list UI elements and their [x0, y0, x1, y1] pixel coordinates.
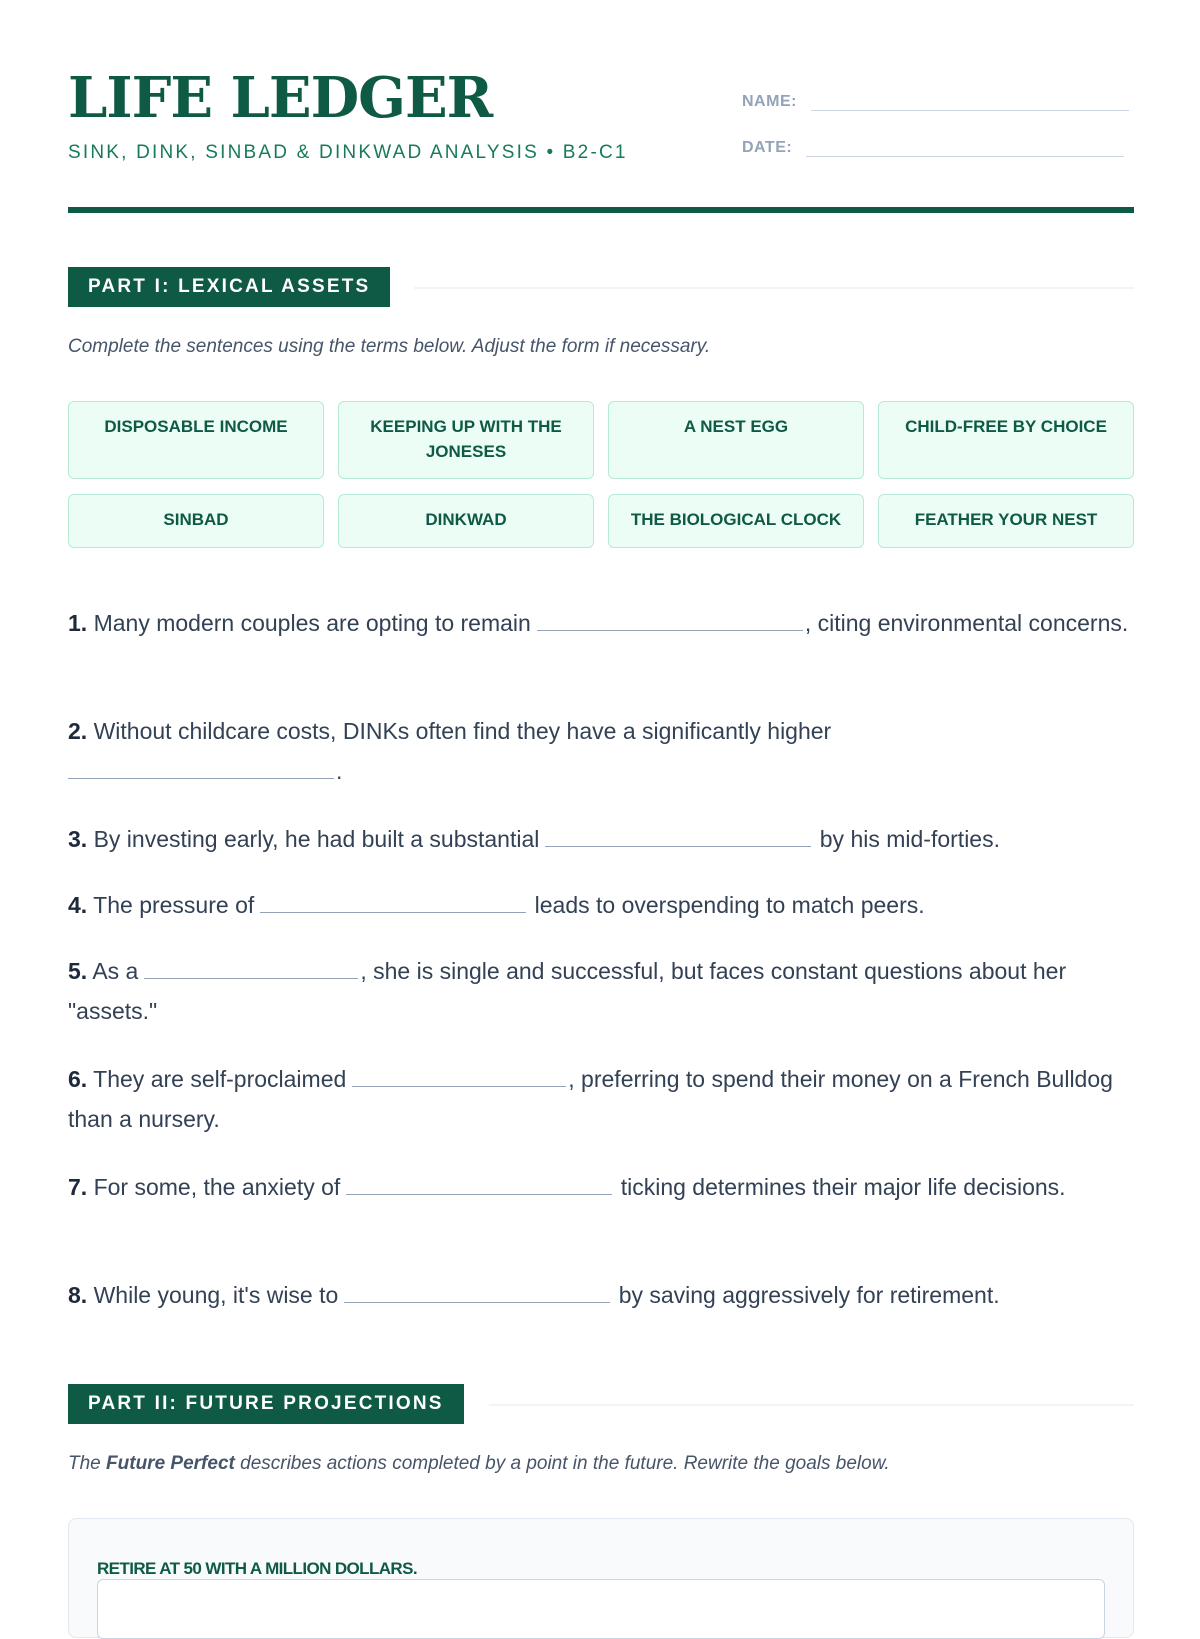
answer-blank[interactable]: [537, 610, 803, 631]
sentence-text: They are self-proclaimed: [93, 1066, 347, 1092]
part2-header: [68, 1384, 1134, 1424]
sentence-text: As a: [92, 958, 139, 984]
part1-header: [68, 267, 1134, 307]
sentence-text: By investing early, he had built a substantial: [93, 826, 540, 852]
answer-blank[interactable]: [344, 1282, 610, 1303]
date-line[interactable]: [806, 134, 1124, 157]
word-bank-term[interactable]: CHILD-FREE BY CHOICE: [878, 401, 1134, 479]
part1-instructions: Complete the sentences using the terms below. Adjust the form if necessary.: [68, 336, 711, 357]
sentence-number: 5.: [68, 958, 88, 984]
sentence-7: [68, 1167, 1134, 1207]
part2-heading: PART II: FUTURE PROJECTIONS: [68, 1384, 464, 1424]
sentence-number: 3.: [68, 826, 88, 852]
sentence-1: [68, 603, 1134, 643]
instructions-suffix: describes actions completed by a point in the future. Rewrite the goals below.: [240, 1453, 890, 1474]
answer-blank[interactable]: [545, 826, 811, 847]
sentence-text: , citing environmental concerns.: [804, 610, 1129, 636]
sentence-text: by his mid-forties.: [819, 826, 1000, 852]
sentence-text: Many modern couples are opting to remain: [93, 610, 531, 636]
date-label: DATE:: [742, 139, 793, 156]
sentence-text: by saving aggressively for retirement.: [618, 1282, 1000, 1308]
answer-blank[interactable]: [144, 958, 358, 979]
answer-blank[interactable]: [68, 758, 334, 779]
sentence-number: 4.: [68, 892, 88, 918]
sentence-text: leads to overspending to match peers.: [534, 892, 925, 918]
sentence-2: [68, 711, 1134, 791]
answer-blank[interactable]: [346, 1174, 612, 1195]
word-bank-term[interactable]: THE BIOLOGICAL CLOCK: [608, 494, 864, 548]
word-bank-term[interactable]: SINBAD: [68, 494, 324, 548]
sentence-text: .: [336, 758, 343, 784]
instructions-prefix: The: [68, 1453, 101, 1474]
word-bank-term[interactable]: A NEST EGG: [608, 401, 864, 479]
sentence-number: 2.: [68, 718, 88, 744]
part1-rule: [414, 287, 1134, 289]
worksheet-title: LIFE LEDGER: [68, 65, 493, 131]
sentence-4: [68, 885, 1134, 925]
sentence-text: ticking determines their major life decisions.: [620, 1174, 1066, 1200]
sentence-text: For some, the anxiety of: [93, 1174, 341, 1200]
sentence-number: 7.: [68, 1174, 88, 1200]
answer-blank[interactable]: [260, 892, 526, 913]
sentence-8: [68, 1275, 1134, 1315]
word-bank-term[interactable]: DINKWAD: [338, 494, 594, 548]
sentence-text: While young, it's wise to: [93, 1282, 339, 1308]
part2-instructions: [68, 1453, 890, 1475]
part1-heading: PART I: LEXICAL ASSETS: [68, 267, 390, 307]
header-divider: [68, 207, 1134, 213]
goal-text: RETIRE AT 50 WITH A MILLION DOLLARS.: [97, 1559, 417, 1578]
sentence-3: [68, 819, 1134, 859]
word-bank-term[interactable]: KEEPING UP WITH THE JONESES: [338, 401, 594, 479]
word-bank-term[interactable]: DISPOSABLE INCOME: [68, 401, 324, 479]
sentence-5: [68, 951, 1134, 1031]
name-line[interactable]: [811, 88, 1129, 111]
part2-rule: [489, 1404, 1134, 1406]
answer-blank[interactable]: [352, 1066, 566, 1087]
sentence-6: [68, 1059, 1134, 1139]
goal-card: [68, 1518, 1134, 1638]
date-field: [742, 134, 1124, 157]
worksheet-subtitle: SINK, DINK, SINBAD & DINKWAD ANALYSIS • B2-C1: [68, 142, 628, 163]
sentence-number: 1.: [68, 610, 88, 636]
sentence-text: Without childcare costs, DINKs often find they have a significantly higher: [93, 718, 832, 744]
sentence-text: , she is single and successful, but faces constant questions about her "assets.": [68, 958, 1067, 1024]
sentence-number: 8.: [68, 1282, 88, 1308]
word-bank-term[interactable]: FEATHER YOUR NEST: [878, 494, 1134, 548]
instructions-term: Future Perfect: [106, 1453, 235, 1474]
name-label: NAME:: [742, 93, 797, 110]
sentence-text: The pressure of: [93, 892, 255, 918]
sentence-number: 6.: [68, 1066, 88, 1092]
sentence-text: , preferring to spend their money on a French Bulldog than a nursery.: [68, 1066, 1113, 1132]
name-field: [742, 88, 1129, 111]
goal-answer-input[interactable]: [97, 1579, 1105, 1639]
